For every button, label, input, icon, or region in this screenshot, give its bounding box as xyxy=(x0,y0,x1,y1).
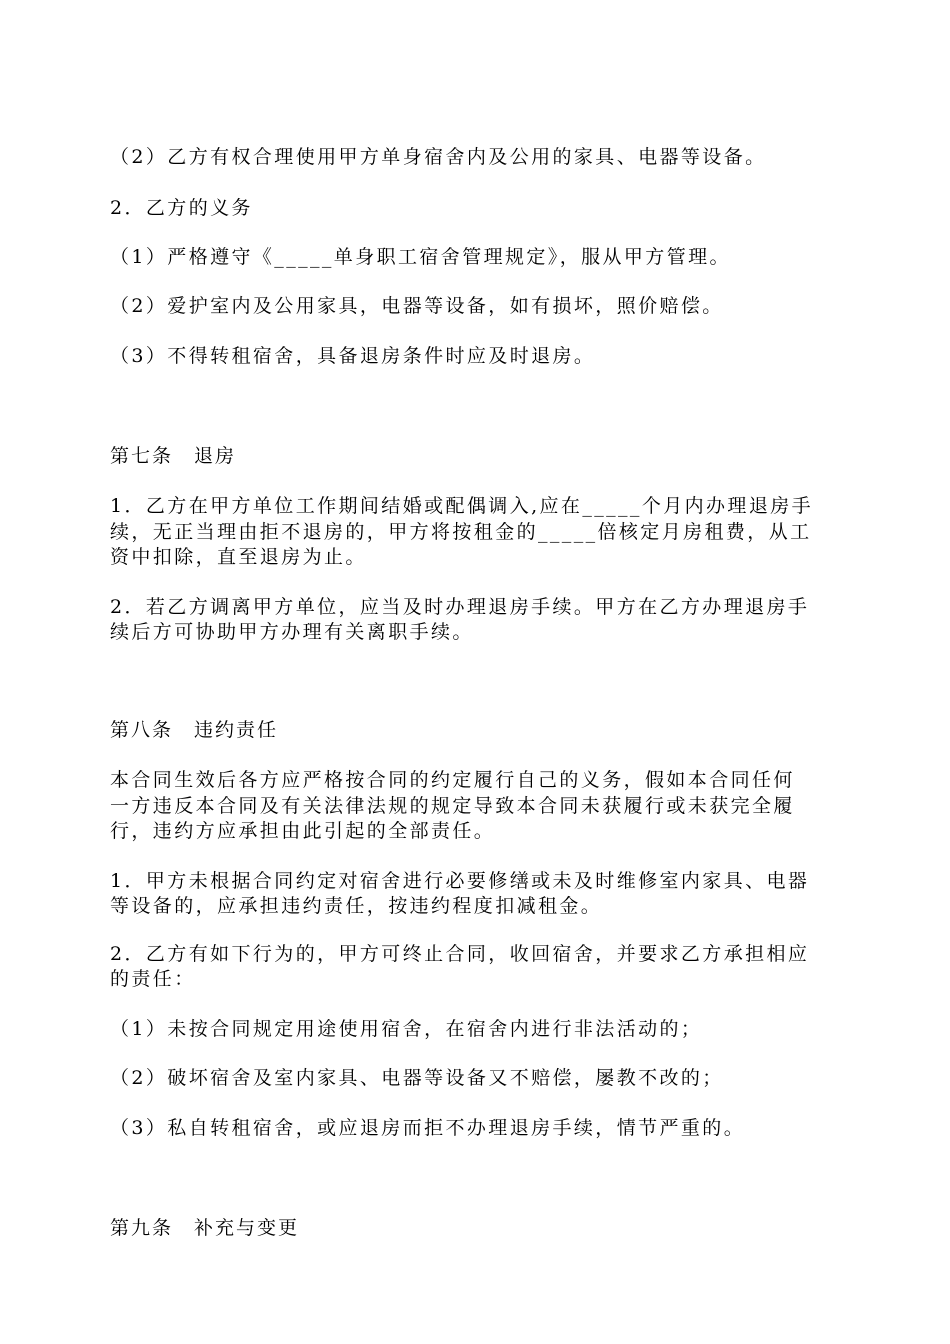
paragraph-marriage-line-3: 资中扣除，直至退房为止。 xyxy=(110,546,367,568)
paragraph-damage: （2）破坏宿舍及室内家具、电器等设备又不赔偿，屡教不改的； xyxy=(110,1067,724,1089)
paragraph-liability-line-3: 行，违约方应承担由此引起的全部责任。 xyxy=(110,820,496,842)
paragraph-liability-line-2: 一方违反本合同及有关法律法规的规定导致本合同未获履行或未获完全履 xyxy=(110,795,795,817)
paragraph-sublet-refuse: （3）私自转租宿舍，或应退房而拒不办理退房手续，情节严重的。 xyxy=(110,1117,746,1139)
paragraph-transfer-line-2: 续后方可协助甲方办理有关离职手续。 xyxy=(110,621,474,643)
paragraph-marriage-line-2: 续，无正当理由拒不退房的，甲方将按租金的_____倍核定月房租费，从工 xyxy=(110,521,812,543)
paragraph-termination-line-2: 的责任： xyxy=(110,968,196,990)
paragraph-right-use-facilities: （2）乙方有权合理使用甲方单身宿舍内及公用的家具、电器等设备。 xyxy=(110,146,767,168)
paragraph-illegal-use: （1）未按合同规定用途使用宿舍，在宿舍内进行非法活动的； xyxy=(110,1018,703,1040)
paragraph-party-a-breach-line-2: 等设备的，应承担违约责任，按违约程度扣减租金。 xyxy=(110,895,603,917)
paragraph-marriage-line-1: 1．乙方在甲方单位工作期间结婚或配偶调入,应在_____个月内办理退房手 xyxy=(110,495,814,517)
paragraph-liability-line-1: 本合同生效后各方应严格按合同的约定履行自己的义务，假如本合同任何 xyxy=(110,769,795,791)
paragraph-transfer-line-1: 2．若乙方调离甲方单位，应当及时办理退房手续。甲方在乙方办理退房手 xyxy=(110,596,810,618)
article-7-heading: 第七条 退房 xyxy=(110,445,237,467)
article-8-heading: 第八条 违约责任 xyxy=(110,719,279,741)
article-9-heading: 第九条 补充与变更 xyxy=(110,1217,300,1239)
paragraph-obey-rules: （1）严格遵守《_____单身职工宿舍管理规定》，服从甲方管理。 xyxy=(110,246,731,268)
paragraph-termination-line-1: 2．乙方有如下行为的，甲方可终止合同，收回宿舍，并要求乙方承担相应 xyxy=(110,943,810,965)
paragraph-party-a-breach-line-1: 1．甲方未根据合同约定对宿舍进行必要修缮或未及时维修室内家具、电器 xyxy=(110,870,810,892)
paragraph-no-sublet: （3）不得转租宿舍，具备退房条件时应及时退房。 xyxy=(110,345,596,367)
subheading-obligations: 2．乙方的义务 xyxy=(110,197,253,219)
paragraph-protect-furniture: （2）爱护室内及公用家具，电器等设备，如有损坏，照价赔偿。 xyxy=(110,295,724,317)
